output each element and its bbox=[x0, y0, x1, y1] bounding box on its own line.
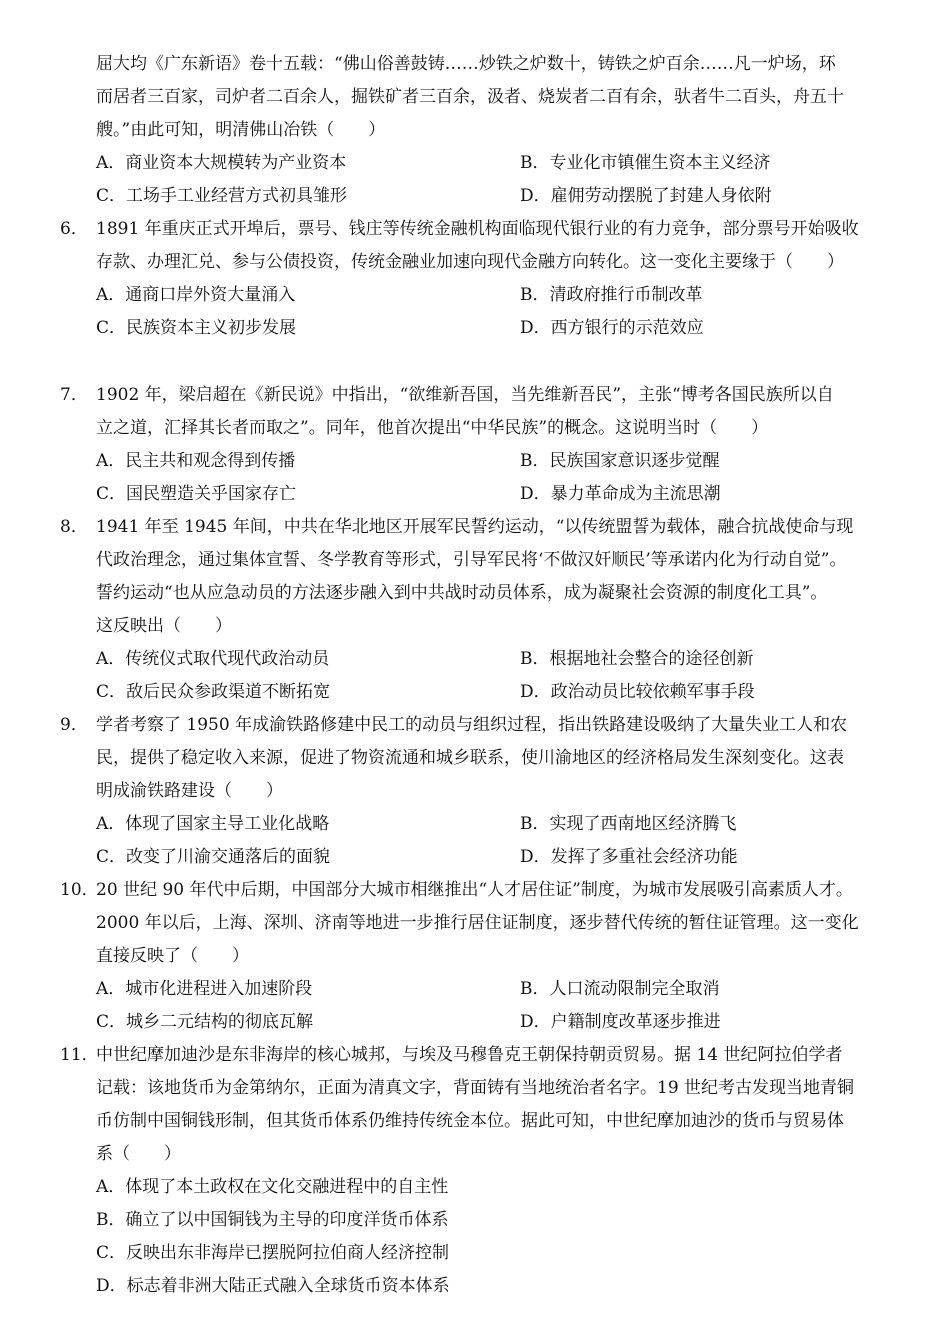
q10-number: 10． bbox=[60, 880, 99, 900]
q10-stem-line-1: 20 世纪 90 年代中后期，中国部分大城市相继推出“人才居住证”制度，为城市发展吸引高素质人才。 bbox=[96, 880, 853, 900]
q6-option-b: B．清政府推行币制改革 bbox=[520, 285, 703, 305]
q7-option-a: A．民主共和观念得到传播 bbox=[96, 451, 296, 471]
q10-stem-line-2: 2000 年以后，上海、深圳、济南等地进一步推行居住证制度，逐步替代传统的暂住证管理。这一变化 bbox=[96, 913, 859, 933]
q9-option-b: B．实现了西南地区经济腾飞 bbox=[520, 814, 737, 834]
q7-option-d: D．暴力革命成为主流思潮 bbox=[520, 484, 721, 504]
q8-number: 8． bbox=[60, 517, 88, 537]
q7-option-c: C．国民塑造关乎国家存亡 bbox=[96, 484, 297, 504]
q8-stem-line-4: 这反映出（ ） bbox=[96, 616, 232, 636]
q8-option-c: C．敌后民众参政渠道不断拓宽 bbox=[96, 682, 331, 702]
q6-option-a: A．通商口岸外资大量涌入 bbox=[96, 285, 296, 305]
q6-option-d: D．西方银行的示范效应 bbox=[520, 318, 704, 338]
q10-option-b: B．人口流动限制完全取消 bbox=[520, 979, 720, 999]
q6-number: 6． bbox=[60, 219, 88, 239]
q5-stem-line-3: 艘。”由此可知，明清佛山冶铁（ ） bbox=[96, 120, 386, 140]
q9-stem-line-3: 明成渝铁路建设（ ） bbox=[96, 781, 283, 801]
q5-option-b: B．专业化市镇催生资本主义经济 bbox=[520, 153, 771, 173]
q11-stem-line-1: 中世纪摩加迪沙是东非海岸的核心城邦，与埃及马穆鲁克王朝保持朝贡贸易。据 14 世纪阿拉伯学者 bbox=[96, 1045, 843, 1065]
q7-number: 7． bbox=[60, 385, 88, 405]
q10-option-c: C．城乡二元结构的彻底瓦解 bbox=[96, 1012, 314, 1032]
q11-stem-line-4: 系（ ） bbox=[96, 1144, 181, 1164]
q9-stem-line-2: 民，提供了稳定收入来源，促进了物资流通和城乡联系，使川渝地区的经济格局发生深刻变化。这表 bbox=[96, 748, 844, 768]
q5-option-a: A．商业资本大规模转为产业资本 bbox=[96, 153, 347, 173]
q10-stem-line-3: 直接反映了（ ） bbox=[96, 946, 249, 966]
q9-option-d: D．发挥了多重社会经济功能 bbox=[520, 847, 738, 867]
q9-number: 9． bbox=[60, 715, 88, 735]
q8-option-b: B．根据地社会整合的途径创新 bbox=[520, 649, 754, 669]
q5-stem-line-1: 屈大均《广东新语》卷十五载：“佛山俗善鼓铸……炒铁之炉数十，铸铁之炉百余……凡一炉场，环 bbox=[96, 54, 836, 74]
q10-option-a: A．城市化进程进入加速阶段 bbox=[96, 979, 313, 999]
q11-option-c: C．反映出东非海岸已摆脱阿拉伯商人经济控制 bbox=[96, 1243, 450, 1263]
q10-option-d: D．户籍制度改革逐步推进 bbox=[520, 1012, 721, 1032]
q9-option-a: A．体现了国家主导工业化战略 bbox=[96, 814, 330, 834]
q6-stem-line-2: 存款、办理汇兑、参与公债投资，传统金融业加速向现代金融方向转化。这一变化主要缘于（ ） bbox=[96, 252, 844, 272]
q5-stem-line-2: 而居者三百家，司炉者二百余人，掘铁矿者三百余，汲者、烧炭者二百有余，驮者牛二百头，舟五十 bbox=[96, 87, 844, 107]
q9-option-c: C．改变了川渝交通落后的面貌 bbox=[96, 847, 331, 867]
q6-option-c: C．民族资本主义初步发展 bbox=[96, 318, 297, 338]
q8-option-d: D．政治动员比较依赖军事手段 bbox=[520, 682, 755, 702]
q8-stem-line-1: 1941 年至 1945 年间，中共在华北地区开展军民誓约运动，“以传统盟誓为载体，融合抗战使命与现 bbox=[96, 517, 854, 537]
q5-option-d: D．雇佣劳动摆脱了封建人身依附 bbox=[520, 186, 772, 206]
q11-stem-line-2: 记载：该地货币为金第纳尔，正面为清真文字，背面铸有当地统治者名字。19 世纪考古发现当地青铜 bbox=[96, 1078, 855, 1098]
q11-stem-line-3: 币仿制中国铜钱形制，但其货币体系仍维持传统金本位。据此可知，中世纪摩加迪沙的货币与贸易体 bbox=[96, 1111, 844, 1131]
q8-option-a: A．传统仪式取代现代政治动员 bbox=[96, 649, 330, 669]
q8-stem-line-3: 誓约运动“也从应急动员的方法逐步融入到中共战时动员体系，成为凝聚社会资源的制度化工具”。 bbox=[96, 583, 828, 603]
q7-option-b: B．民族国家意识逐步觉醒 bbox=[520, 451, 720, 471]
q11-option-d: D．标志着非洲大陆正式融入全球货币资本体系 bbox=[96, 1276, 450, 1296]
q8-stem-line-2: 代政治理念，通过集体宣誓、冬学教育等形式，引导军民将‘不做汉奸顺民’等承诺内化为行动自觉”。 bbox=[96, 550, 847, 570]
q11-option-a: A．体现了本土政权在文化交融进程中的自主性 bbox=[96, 1177, 449, 1197]
q6-stem-line-1: 1891 年重庆正式开埠后，票号、钱庄等传统金融机构面临现代银行业的有力竞争，部分票号开始吸收 bbox=[96, 219, 859, 239]
q7-stem-line-1: 1902 年，梁启超在《新民说》中指出，“欲维新吾国，当先维新吾民”，主张“博考各国民族所以自 bbox=[96, 385, 834, 405]
q11-option-b: B．确立了以中国铜钱为主导的印度洋货币体系 bbox=[96, 1210, 449, 1230]
q7-stem-line-2: 立之道，汇择其长者而取之”。同年，他首次提出“中华民族”的概念。这说明当时（ ） bbox=[96, 418, 769, 438]
q11-number: 11． bbox=[60, 1045, 99, 1065]
q5-option-c: C．工场手工业经营方式初具雏形 bbox=[96, 186, 348, 206]
q9-stem-line-1: 学者考察了 1950 年成渝铁路修建中民工的动员与组织过程，指出铁路建设吸纳了大量失业工人和农 bbox=[96, 715, 848, 735]
